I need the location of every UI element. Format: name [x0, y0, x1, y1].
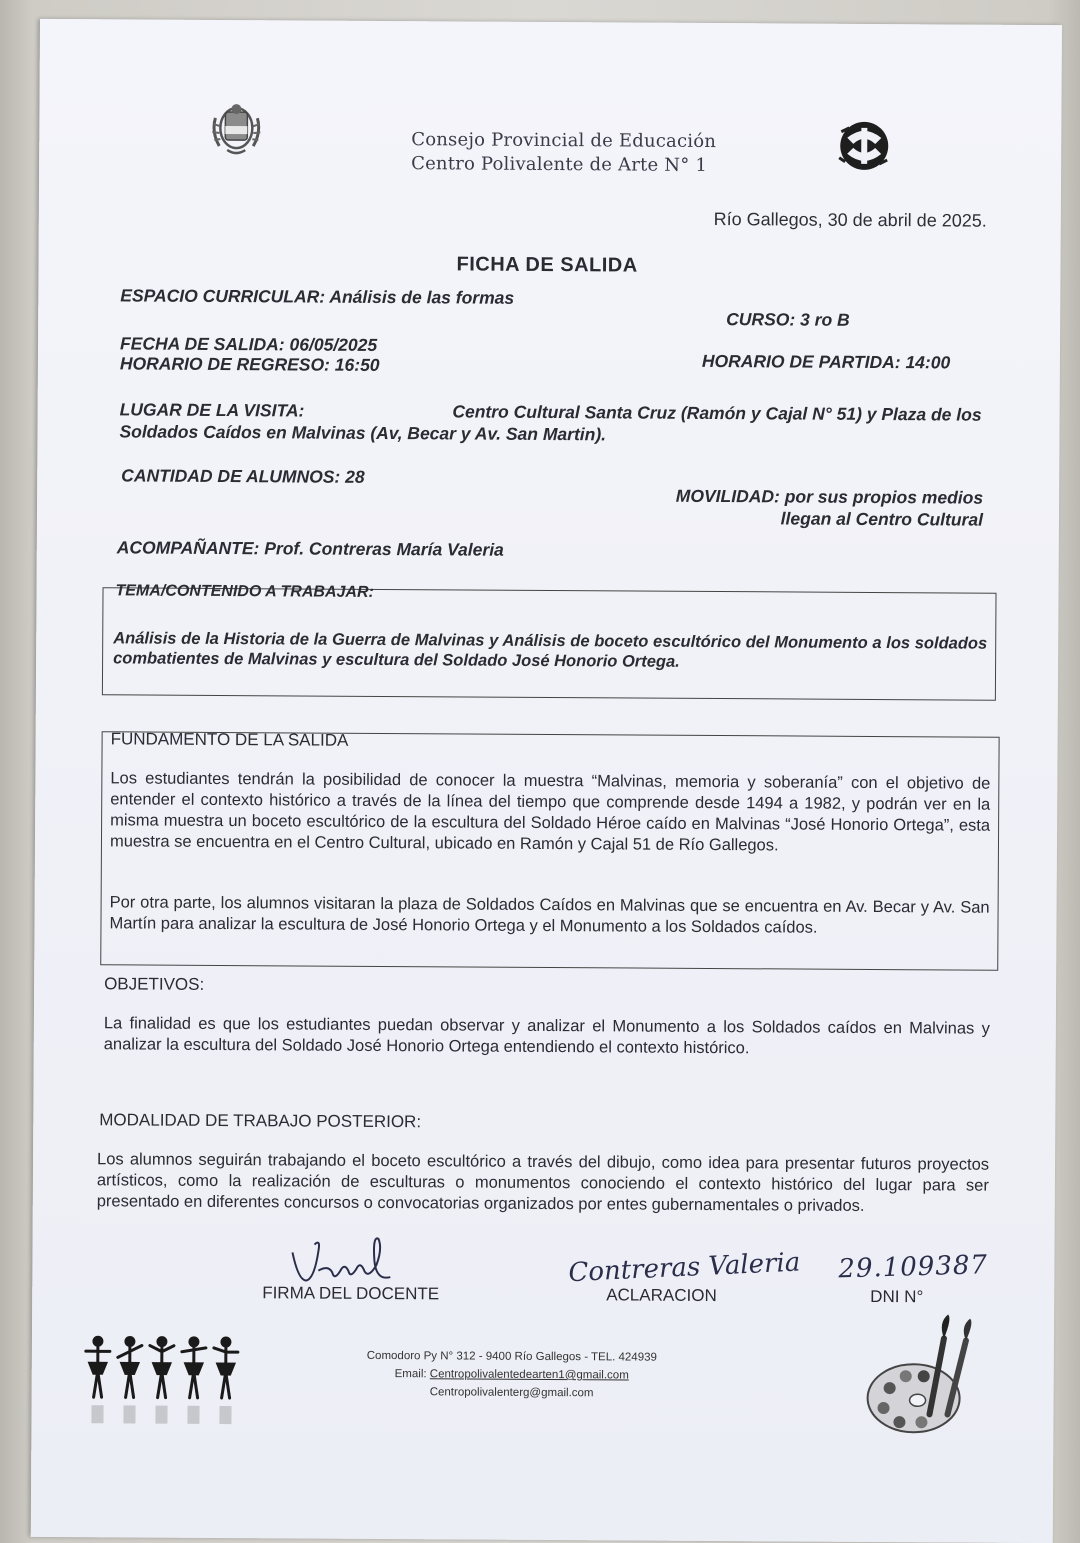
cantidad-label: CANTIDAD DE ALUMNOS: [121, 465, 341, 487]
document-title: FICHA DE SALIDA [456, 253, 638, 277]
movilidad-value-1: por sus propios medios [784, 486, 984, 508]
document-sheet [31, 19, 1062, 1543]
acompanante-label: ACOMPAÑANTE: [116, 537, 260, 559]
footer [332, 1347, 692, 1403]
aclaracion-handwritten: Contreras Valeria [567, 1247, 801, 1289]
objetivos-heading: OBJETIVOS: [104, 974, 205, 994]
espacio-curricular [120, 285, 514, 308]
cantidad-alumnos [121, 465, 365, 487]
institution-line-1: Consejo Provincial de Educación [411, 129, 717, 153]
fundamento-heading: FUNDAMENTO DE LA SALIDA [110, 729, 349, 750]
lugar-value-1: Centro Cultural Santa Cruz (Ramón y Cajal N° 51) y Plaza de los [452, 401, 982, 425]
footer-email-1[interactable]: Centropolivalentedearten1@gmail.com [429, 1368, 629, 1382]
movilidad-value-2: llegan al Centro Cultural [780, 508, 984, 530]
regreso-label: HORARIO DE REGRESO: [119, 353, 330, 375]
horario-regreso [120, 353, 380, 376]
tema-text: Análisis de la Historia de la Guerra de Malvinas y Análisis de boceto escultórico del Monumento a los soldados combatientes de Malvinas y escultura del Soldado José Honorio Ortega. [113, 629, 988, 671]
regreso-value: 16:50 [334, 354, 380, 375]
firma-label: FIRMA DEL DOCENTE [262, 1283, 440, 1304]
fundamento-paragraph-2: Por otra parte, los alumnos visitaran la plaza de Soldados Caídos en Malvinas que se encuentra en Av. Becar y Av. San Martín para analizar la escultura de José Honorio Ortega y el Monumento a los Soldados caídos. [109, 893, 990, 937]
modalidad-heading: MODALIDAD DE TRABAJO POSTERIOR: [99, 1110, 422, 1132]
curso-label: CURSO: [726, 309, 796, 330]
horario-partida [702, 351, 950, 374]
lugar-label: LUGAR DE LA VISITA: [119, 399, 305, 421]
acompanante [117, 537, 504, 560]
document-date: Río Gallegos, 30 de abril de 2025. [713, 208, 987, 231]
curso [726, 309, 850, 331]
fundamento-paragraph-1: Los estudiantes tendrán la posibilidad de conocer la muestra “Malvinas, memoria y soberanía” con el objetivo de entender el contexto histórico a través de la línea del tiempo que comprende desde 1494 a 1982, y podrán ver en la misma muestra un boceto escultórico de la escultura del Soldado Héroe caído en Malvinas “José Honorio Ortega”, esta muestra se encuentra en el Centro Cultural, ubicado en Ramón y Cajal 51 de Río Gallegos. [109, 769, 991, 855]
movilidad-label: MOVILIDAD: [675, 485, 780, 507]
paint-palette-icon [859, 1314, 980, 1439]
institution-line-2: Centro Polivalente de Arte N° 1 [411, 153, 708, 176]
acompanante-value: Prof. Contreras María Valeria [264, 538, 504, 560]
lugar-visita [119, 399, 981, 447]
fecha-label: FECHA DE SALIDA: [119, 333, 285, 355]
footer-email-label: Email: [394, 1368, 427, 1381]
modalidad-text: Los alumnos seguirán trabajando el boceto escultórico a través del dibujo, como idea para presentar futuros proyectos artísticos, como la realización de esculturas o monumentos conociendo el contexto histórico del lugar para ser presentado en diferentes concursos o convocatorias organizados por entes gubernamentales o privados. [96, 1150, 990, 1215]
espacio-label: ESPACIO CURRICULAR: [120, 285, 326, 307]
objetivos-text: La finalidad es que los estudiantes puedan observar y analizar el Monumento a los Soldados caídos en Malvinas y analizar la escultura del Soldado José Honorio Ortega entendiendo el contexto histórico. [103, 1014, 990, 1058]
tema-box [102, 582, 997, 700]
fecha-value: 06/05/2025 [289, 334, 378, 355]
dni-handwritten: 29.109387 [837, 1250, 989, 1285]
footer-address: Comodoro Py N° 312 - 9400 Río Gallegos - TEL. 424939 [366, 1349, 657, 1364]
footer-email-2[interactable]: Centropolivalenterg@gmail.com [429, 1386, 594, 1400]
provincial-coat-of-arms-icon [207, 98, 265, 160]
footer-email-line [332, 1365, 692, 1385]
dni-label: DNI N° [870, 1286, 924, 1307]
school-logo-icon [833, 118, 895, 174]
partida-label: HORARIO DE PARTIDA: [701, 350, 901, 373]
curso-value: 3 ro B [800, 309, 850, 330]
cantidad-value: 28 [345, 466, 365, 487]
espacio-value: Análisis de las formas [329, 286, 515, 308]
aclaracion-label: ACLARACION [606, 1285, 717, 1306]
partida-value: 14:00 [905, 352, 951, 373]
tema-heading: TEMA/CONTENIDO A TRABAJAR: [115, 582, 374, 601]
fecha-salida [120, 333, 377, 356]
ballet-dancers-icon [81, 1327, 242, 1428]
lugar-value-2: Soldados Caídos en Malvinas (Av, Becar y Av. San Martin). [119, 421, 607, 445]
fundamento-box [100, 731, 999, 970]
movilidad [676, 485, 984, 531]
